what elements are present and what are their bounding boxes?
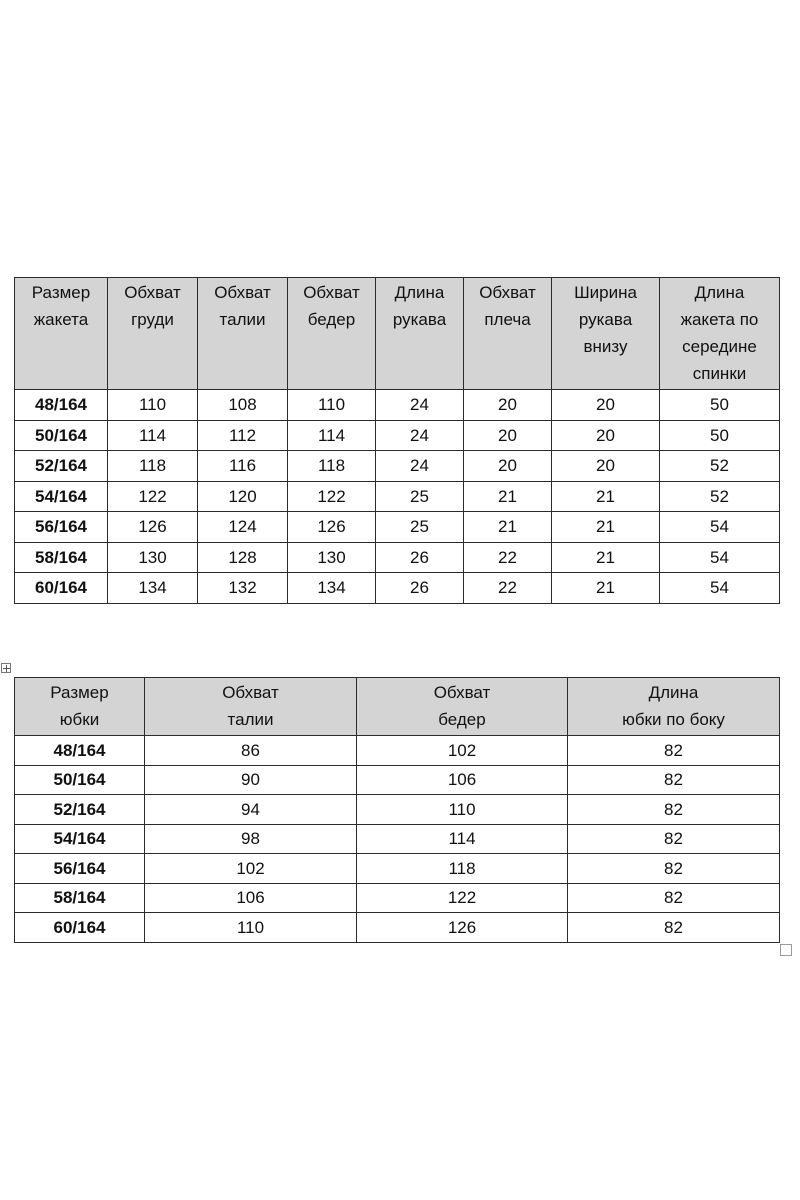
table-cell: 120: [198, 481, 288, 512]
table-cell: 21: [552, 573, 660, 604]
table-cell: 50: [660, 420, 780, 451]
header-skirt-size: [15, 678, 145, 736]
size-cell: 58/164: [15, 542, 108, 573]
table-row: [15, 481, 780, 512]
header-line: Длина: [694, 283, 745, 302]
table-row: [15, 542, 780, 573]
table-cell: 20: [552, 420, 660, 451]
header-line: бедер: [438, 710, 486, 729]
header-line: талии: [219, 310, 266, 329]
header-line: спинки: [692, 364, 747, 383]
table-cell: 22: [464, 542, 552, 573]
header-line: груди: [131, 310, 174, 329]
table-row: [15, 736, 780, 766]
size-cell: 56/164: [15, 854, 145, 884]
header-line: талии: [227, 710, 274, 729]
header-jacket-size: [15, 278, 108, 390]
table-move-handle-icon[interactable]: [1, 663, 11, 673]
table-cell: 82: [568, 854, 780, 884]
header-line: бедер: [307, 310, 356, 329]
table-cell: 54: [660, 512, 780, 543]
table-cell: 54: [660, 573, 780, 604]
header-line: юбки: [59, 710, 100, 729]
table-cell: 124: [198, 512, 288, 543]
table-cell: 114: [357, 824, 568, 854]
table-cell: 102: [145, 854, 357, 884]
table-resize-handle-icon[interactable]: [780, 944, 792, 956]
table-row: [15, 824, 780, 854]
table-cell: 82: [568, 795, 780, 825]
table-cell: 82: [568, 824, 780, 854]
table-cell: 98: [145, 824, 357, 854]
header-line: внизу: [583, 337, 628, 356]
table-cell: 106: [145, 883, 357, 913]
table-cell: 130: [288, 542, 376, 573]
table-cell: 114: [108, 420, 198, 451]
table-cell: 94: [145, 795, 357, 825]
table-cell: 21: [464, 481, 552, 512]
skirt-size-table: [14, 677, 780, 943]
header-line: жакета по: [680, 310, 759, 329]
size-cell: 58/164: [15, 883, 145, 913]
table-cell: 20: [552, 451, 660, 482]
header-sleeve-length: [376, 278, 464, 390]
skirt-header-row: [15, 678, 780, 736]
table-cell: 82: [568, 913, 780, 943]
table-cell: 82: [568, 765, 780, 795]
header-line: жакета: [33, 310, 89, 329]
size-cell: 50/164: [15, 420, 108, 451]
table-cell: 134: [288, 573, 376, 604]
header-line: юбки по боку: [622, 710, 725, 729]
table-cell: 132: [198, 573, 288, 604]
table-cell: 21: [552, 481, 660, 512]
header-line: Обхват: [214, 283, 271, 302]
header-line: Обхват: [433, 683, 491, 702]
table-cell: 126: [288, 512, 376, 543]
table-cell: 52: [660, 451, 780, 482]
table-cell: 25: [376, 481, 464, 512]
jacket-header-row: [15, 278, 780, 390]
header-hip-girth: [288, 278, 376, 390]
header-line: рукава: [392, 310, 447, 329]
table-cell: 122: [288, 481, 376, 512]
header-line: середине: [682, 337, 757, 356]
table-row: [15, 390, 780, 421]
table-row: [15, 512, 780, 543]
table-cell: 20: [464, 420, 552, 451]
header-line: Обхват: [479, 283, 536, 302]
header-line: Ширина: [574, 283, 637, 302]
table-cell: 110: [357, 795, 568, 825]
header-line: Обхват: [303, 283, 360, 302]
table-cell: 22: [464, 573, 552, 604]
header-skirt-side-length: [568, 678, 780, 736]
table-cell: 86: [145, 736, 357, 766]
header-line: Обхват: [222, 683, 279, 702]
header-line: Размер: [31, 283, 91, 302]
header-shoulder-girth: [464, 278, 552, 390]
table-cell: 21: [464, 512, 552, 543]
table-cell: 21: [552, 542, 660, 573]
table-cell: 24: [376, 420, 464, 451]
header-skirt-hip-girth: [357, 678, 568, 736]
table-cell: 112: [198, 420, 288, 451]
header-line: рукава: [578, 310, 633, 329]
table-row: [15, 913, 780, 943]
table-cell: 102: [357, 736, 568, 766]
table-cell: 20: [464, 390, 552, 421]
table-cell: 110: [108, 390, 198, 421]
size-cell: 52/164: [15, 795, 145, 825]
table-row: [15, 420, 780, 451]
table-cell: 114: [288, 420, 376, 451]
table-row: [15, 883, 780, 913]
table-cell: 126: [357, 913, 568, 943]
size-cell: 48/164: [15, 390, 108, 421]
table-cell: 126: [108, 512, 198, 543]
header-line: плеча: [484, 310, 531, 329]
table-cell: 90: [145, 765, 357, 795]
table-cell: 24: [376, 451, 464, 482]
table-cell: 26: [376, 573, 464, 604]
table-row: [15, 765, 780, 795]
size-cell: 60/164: [15, 913, 145, 943]
table-cell: 110: [145, 913, 357, 943]
header-skirt-waist-girth: [145, 678, 357, 736]
table-cell: 82: [568, 883, 780, 913]
table-cell: 82: [568, 736, 780, 766]
table-cell: 24: [376, 390, 464, 421]
table-cell: 25: [376, 512, 464, 543]
table-cell: 134: [108, 573, 198, 604]
table-cell: 21: [552, 512, 660, 543]
table-cell: 26: [376, 542, 464, 573]
table-cell: 54: [660, 542, 780, 573]
header-chest-girth: [108, 278, 198, 390]
table-cell: 106: [357, 765, 568, 795]
table-cell: 122: [357, 883, 568, 913]
header-jacket-back-length: [660, 278, 780, 390]
table-cell: 108: [198, 390, 288, 421]
table-cell: 118: [288, 451, 376, 482]
size-cell: 50/164: [15, 765, 145, 795]
size-cell: 60/164: [15, 573, 108, 604]
table-cell: 50: [660, 390, 780, 421]
table-cell: 128: [198, 542, 288, 573]
header-line: Размер: [50, 683, 109, 702]
table-cell: 130: [108, 542, 198, 573]
header-line: Обхват: [124, 283, 181, 302]
size-cell: 52/164: [15, 451, 108, 482]
table-cell: 52: [660, 481, 780, 512]
size-cell: 54/164: [15, 824, 145, 854]
table-row: [15, 451, 780, 482]
table-cell: 20: [552, 390, 660, 421]
size-cell: 56/164: [15, 512, 108, 543]
jacket-size-table: [14, 277, 780, 604]
table-cell: 118: [108, 451, 198, 482]
table-cell: 20: [464, 451, 552, 482]
header-sleeve-bottom-width: [552, 278, 660, 390]
table-cell: 116: [198, 451, 288, 482]
table-row: [15, 795, 780, 825]
table-cell: 118: [357, 854, 568, 884]
table-cell: 110: [288, 390, 376, 421]
table-row: [15, 573, 780, 604]
header-line: Длина: [648, 683, 699, 702]
size-cell: 54/164: [15, 481, 108, 512]
table-cell: 122: [108, 481, 198, 512]
size-cell: 48/164: [15, 736, 145, 766]
header-waist-girth: [198, 278, 288, 390]
table-row: [15, 854, 780, 884]
header-line: Длина: [394, 283, 445, 302]
